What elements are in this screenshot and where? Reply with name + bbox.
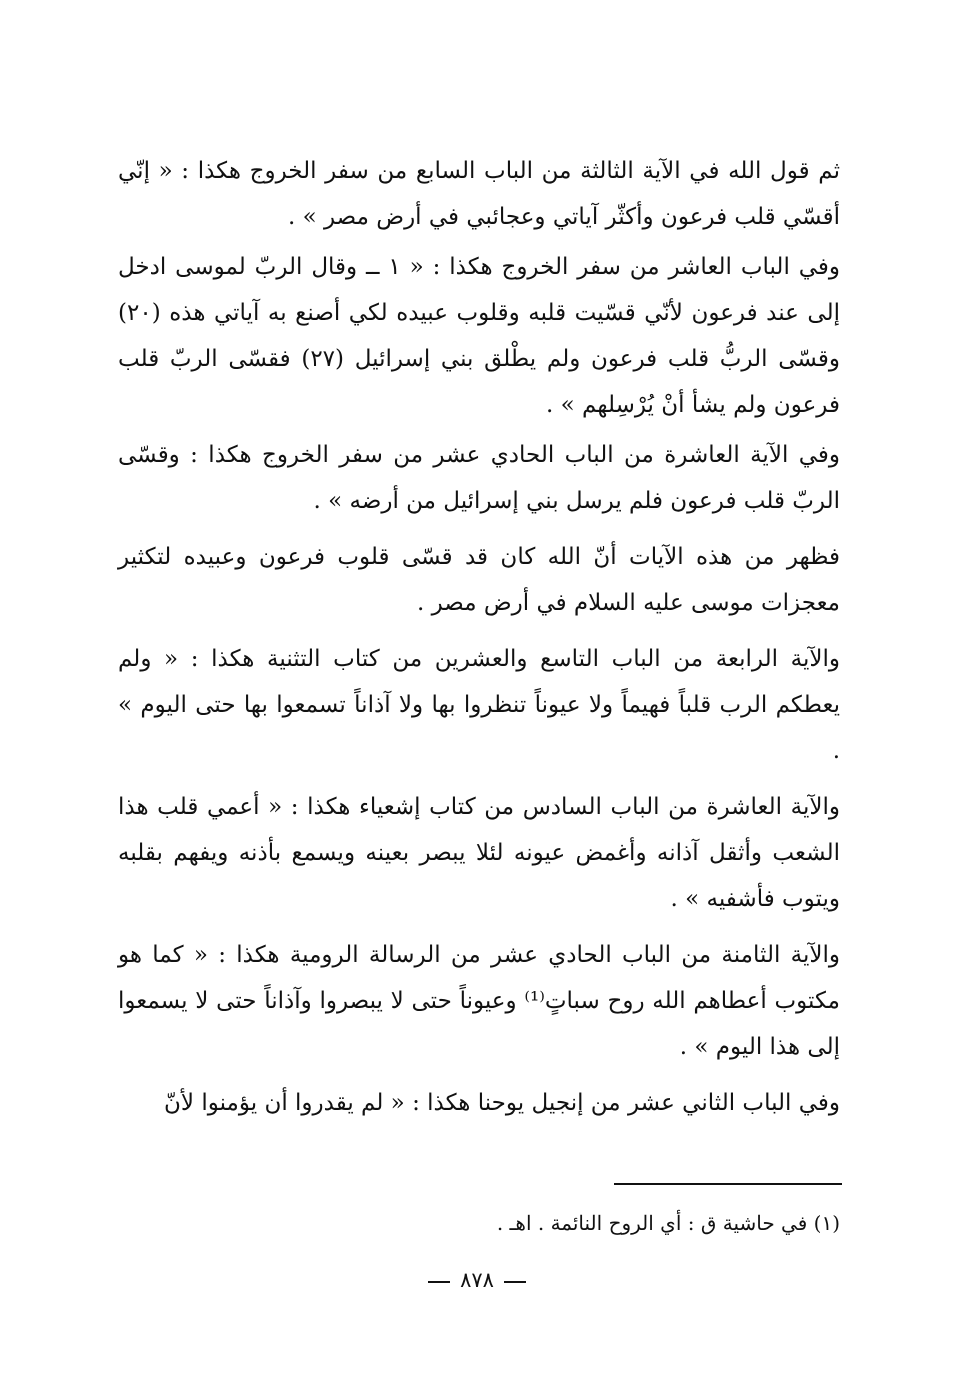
page-number-dash-right <box>504 1281 526 1283</box>
paragraph-7: والآية الثامنة من الباب الحادي عشر من الرسالة الرومية هكذا : « كما هو مكتوب أعطاهم الله روح سباتٍ⁽¹⁾ وعيوناً حتى لا يبصروا وآذاناً حتى لا يسمعوا إلى هذا اليوم » . <box>118 942 840 1060</box>
paragraph-3: وفي الآية العاشرة من الباب الحادي عشر من سفر الخروج هكذا : وقسّى الربّ قلب فرعون فلم يرسل بني إسرائيل من أرضه » . <box>118 442 840 514</box>
paragraph-4: فظهر من هذه الآيات أنّ الله كان قد قسّى قلوب فرعون وعبيده لتكثير معجزات موسى عليه السلام في أرض مصر . <box>118 544 840 616</box>
page-number: ٨٧٨ <box>460 1268 494 1292</box>
footnote: (١) في حاشية ق : أي الروح النائمة . اهـ . <box>496 1211 840 1235</box>
page-number-container <box>0 1268 954 1292</box>
paragraph-6: والآية العاشرة من الباب السادس من كتاب إشعياء هكذا : « أعمي قلب هذا الشعب وأثقل آذانه وأغمض عيونه لئلا يبصر بعينه ويسمع بأذنه ويفهم بقلبه ويتوب فأشفيه » . <box>118 794 840 912</box>
paragraph-5: والآية الرابعة من الباب التاسع والعشرين من كتاب التثنية هكذا : « ولم يعطكم الرب قلباً فهيماً ولا عيوناً تنظروا بها ولا آذاناً تسمعوا بها حتى اليوم » . <box>118 646 840 764</box>
paragraph-8: وفي الباب الثاني عشر من إنجيل يوحنا هكذا : « لم يقدروا أن يؤمنوا لأنّ <box>164 1090 840 1116</box>
paragraph-2: وفي الباب العاشر من سفر الخروج هكذا : « ١ ــ وقال الربّ لموسى ادخل إلى عند فرعون لأنّي قسّيت قلبه وقلوب عبيده لكي أصنع به آياتي هذه (٢٠) وقسّى الربُّ قلب فرعون ولم يطْلق بني إسرائيل (٢٧) فقسّى الربّ قلب فرعون ولم يشأ أنْ يُرْسِلهم » . <box>118 254 840 418</box>
page-number-dash-left <box>428 1281 450 1283</box>
footnote-divider <box>614 1183 842 1185</box>
main-text <box>118 148 840 1126</box>
paragraph-1: ثم قول الله في الآية الثالثة من الباب السابع من سفر الخروج هكذا : « إنّي أقسّي قلب فرعون وأكثّر آياتي وعجائبي في أرض مصر » . <box>118 158 840 230</box>
